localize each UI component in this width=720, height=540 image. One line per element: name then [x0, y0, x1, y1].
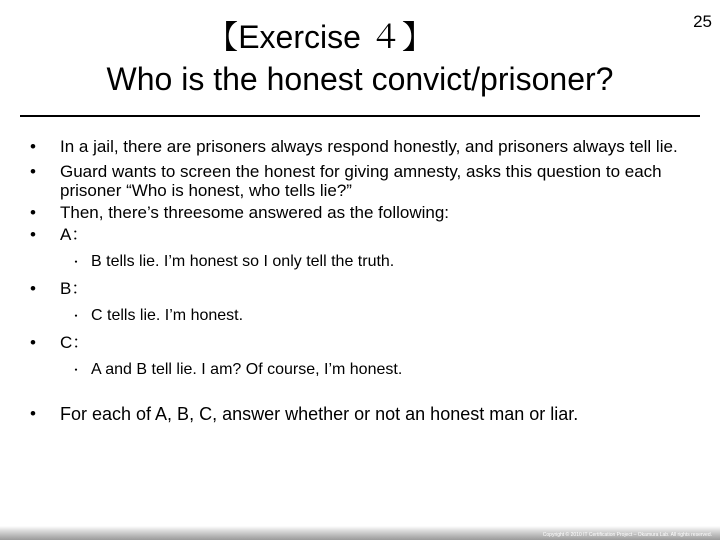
sub-bullet-item	[0, 360, 720, 380]
bullet-icon: •	[30, 137, 36, 156]
title-divider	[20, 115, 700, 117]
bullet-icon: •	[30, 333, 36, 352]
sub-bullet-icon: ・	[70, 255, 83, 269]
bullet-item	[0, 162, 720, 200]
bullet-item-question	[0, 404, 720, 424]
bullet-item	[0, 333, 720, 352]
sub-bullet-item	[0, 252, 720, 272]
bullet-text: For each of A, B, C, answer whether or not an honest man or liar.	[60, 404, 579, 424]
bullet-icon: •	[30, 162, 36, 181]
sub-bullet-text: A and B tell lie. I am? Of course, I’m honest.	[91, 361, 403, 378]
speaker-label: A：	[60, 225, 89, 244]
bullet-text: In a jail, there are prisoners always respond honestly, and prisoners always tell lie.	[60, 137, 678, 156]
page-number: 25	[693, 12, 712, 31]
title-line-1: 【Exercise ４】	[206, 19, 434, 55]
bullet-item	[0, 279, 720, 298]
sub-bullet-item	[0, 306, 720, 326]
sub-bullet-icon: ・	[70, 309, 83, 323]
slide-content	[0, 137, 720, 424]
sub-bullet-text: C tells lie. I’m honest.	[91, 307, 244, 324]
copyright-text: Copyright © 2010 IT Certification Project – Okamura Lab. All rights reserved.	[542, 532, 712, 538]
sub-bullet-icon: ・	[70, 363, 83, 377]
speaker-label: B：	[60, 279, 89, 298]
bullet-icon: •	[30, 404, 36, 423]
slide-title	[0, 16, 720, 100]
bullet-text: Then, there’s threesome answered as the following:	[60, 203, 450, 222]
bullet-item	[0, 225, 720, 244]
bullet-text: Guard wants to screen the honest for giving amnesty, asks this question to each prisoner “Who is honest, who tells lie?”	[60, 162, 662, 200]
speaker-label: C：	[60, 333, 90, 352]
title-line-2: Who is the honest convict/prisoner?	[106, 61, 614, 97]
bullet-icon: •	[30, 279, 36, 298]
bullet-item	[0, 137, 720, 156]
bullet-item	[0, 203, 720, 222]
sub-bullet-text: B tells lie. I’m honest so I only tell the truth.	[91, 253, 395, 270]
bullet-icon: •	[30, 203, 36, 222]
footer-bar	[0, 526, 720, 540]
bullet-icon: •	[30, 225, 36, 244]
